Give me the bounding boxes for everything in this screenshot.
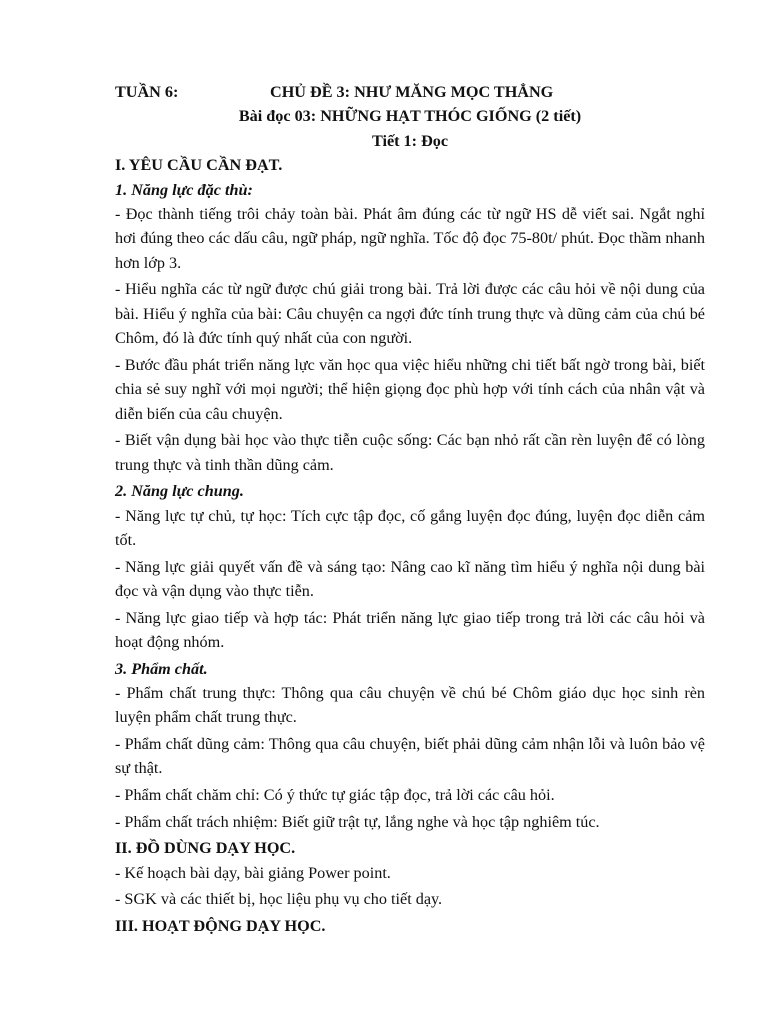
list-item: - Năng lực giao tiếp và hợp tác: Phát triển năng lực giao tiếp trong trả lời các câu hỏi và hoạt động nhóm. (115, 608, 705, 652)
sub1-heading: 1. Năng lực đặc thù: (115, 180, 253, 199)
list-item: - Phẩm chất trách nhiệm: Biết giữ trật tự, lắng nghe và học tập nghiêm túc. (115, 812, 600, 831)
list-item: - Kế hoạch bài dạy, bài giảng Power point. (115, 863, 391, 882)
section2-heading: II. ĐỒ DÙNG DẠY HỌC. (115, 839, 296, 858)
lesson-title: Bài đọc 03: NHỮNG HẠT THÓC GIỐNG (2 tiết) (238, 107, 582, 126)
document-page (115, 80, 705, 938)
list-item: - SGK và các thiết bị, học liệu phụ vụ cho tiết dạy. (115, 890, 443, 909)
header-row (115, 80, 705, 104)
topic-title: CHỦ ĐỀ 3: NHƯ MĂNG MỌC THẲNG (270, 83, 554, 101)
section3-heading: III. HOẠT ĐỘNG DẠY HỌC. (115, 916, 326, 935)
list-item: - Bước đầu phát triển năng lực văn học qua việc hiểu những chi tiết bất ngờ trong bài, biết chia sẻ suy nghĩ với mọi người; thể hiện giọng đọc phù hợp với tính cách của nhân vật và diễn biến của câu chuyện. (115, 355, 705, 423)
list-item: - Năng lực giải quyết vấn đề và sáng tạo: Nâng cao kĩ năng tìm hiểu ý nghĩa nội dung bài đọc và vận dụng vào thực tiễn. (115, 557, 705, 601)
list-item: - Phẩm chất dũng cảm: Thông qua câu chuyện, biết phải dũng cảm nhận lỗi và luôn bảo vệ sự thật. (115, 735, 705, 778)
section1-heading: I. YÊU CẦU CẦN ĐẠT. (115, 156, 283, 175)
sub2-heading: 2. Năng lực chung. (115, 482, 244, 501)
sub3-heading: 3. Phẩm chất. (115, 659, 208, 678)
week-label: TUẦN 6: (115, 83, 179, 101)
list-item: - Phẩm chất trung thực: Thông qua câu chuyện về chú bé Chôm giáo dục học sinh rèn luyện phẩm chất trung thực. (115, 684, 705, 727)
list-item: - Biết vận dụng bài học vào thực tiễn cuộc sống: Các bạn nhỏ rất cần rèn luyện để có lòng trung thực và tinh thần dũng cảm. (115, 431, 705, 474)
list-item: - Năng lực tự chủ, tự học: Tích cực tập đọc, cố gắng luyện đọc đúng, luyện đọc diễn cảm tốt. (115, 506, 705, 550)
period-title: Tiết 1: Đọc (371, 131, 449, 150)
list-item: - Phẩm chất chăm chỉ: Có ý thức tự giác tập đọc, trả lời các câu hỏi. (115, 786, 555, 805)
list-item: - Hiểu nghĩa các từ ngữ được chú giải trong bài. Trả lời được các câu hỏi về nội dung của bài. Hiểu ý nghĩa của bài: Câu chuyện ca ngợi đức tính trung thực và dũng cảm của chú bé Chôm, đó là đức tính quý nhất của con người. (115, 280, 705, 348)
list-item: - Đọc thành tiếng trôi chảy toàn bài. Phát âm đúng các từ ngữ HS dễ viết sai. Ngắt nghỉ hơi đúng theo các dấu câu, ngữ pháp, ngữ nghĩa. Tốc độ đọc 75-80t/ phút. Đọc thầm nhanh hơn lớp 3. (115, 205, 705, 272)
